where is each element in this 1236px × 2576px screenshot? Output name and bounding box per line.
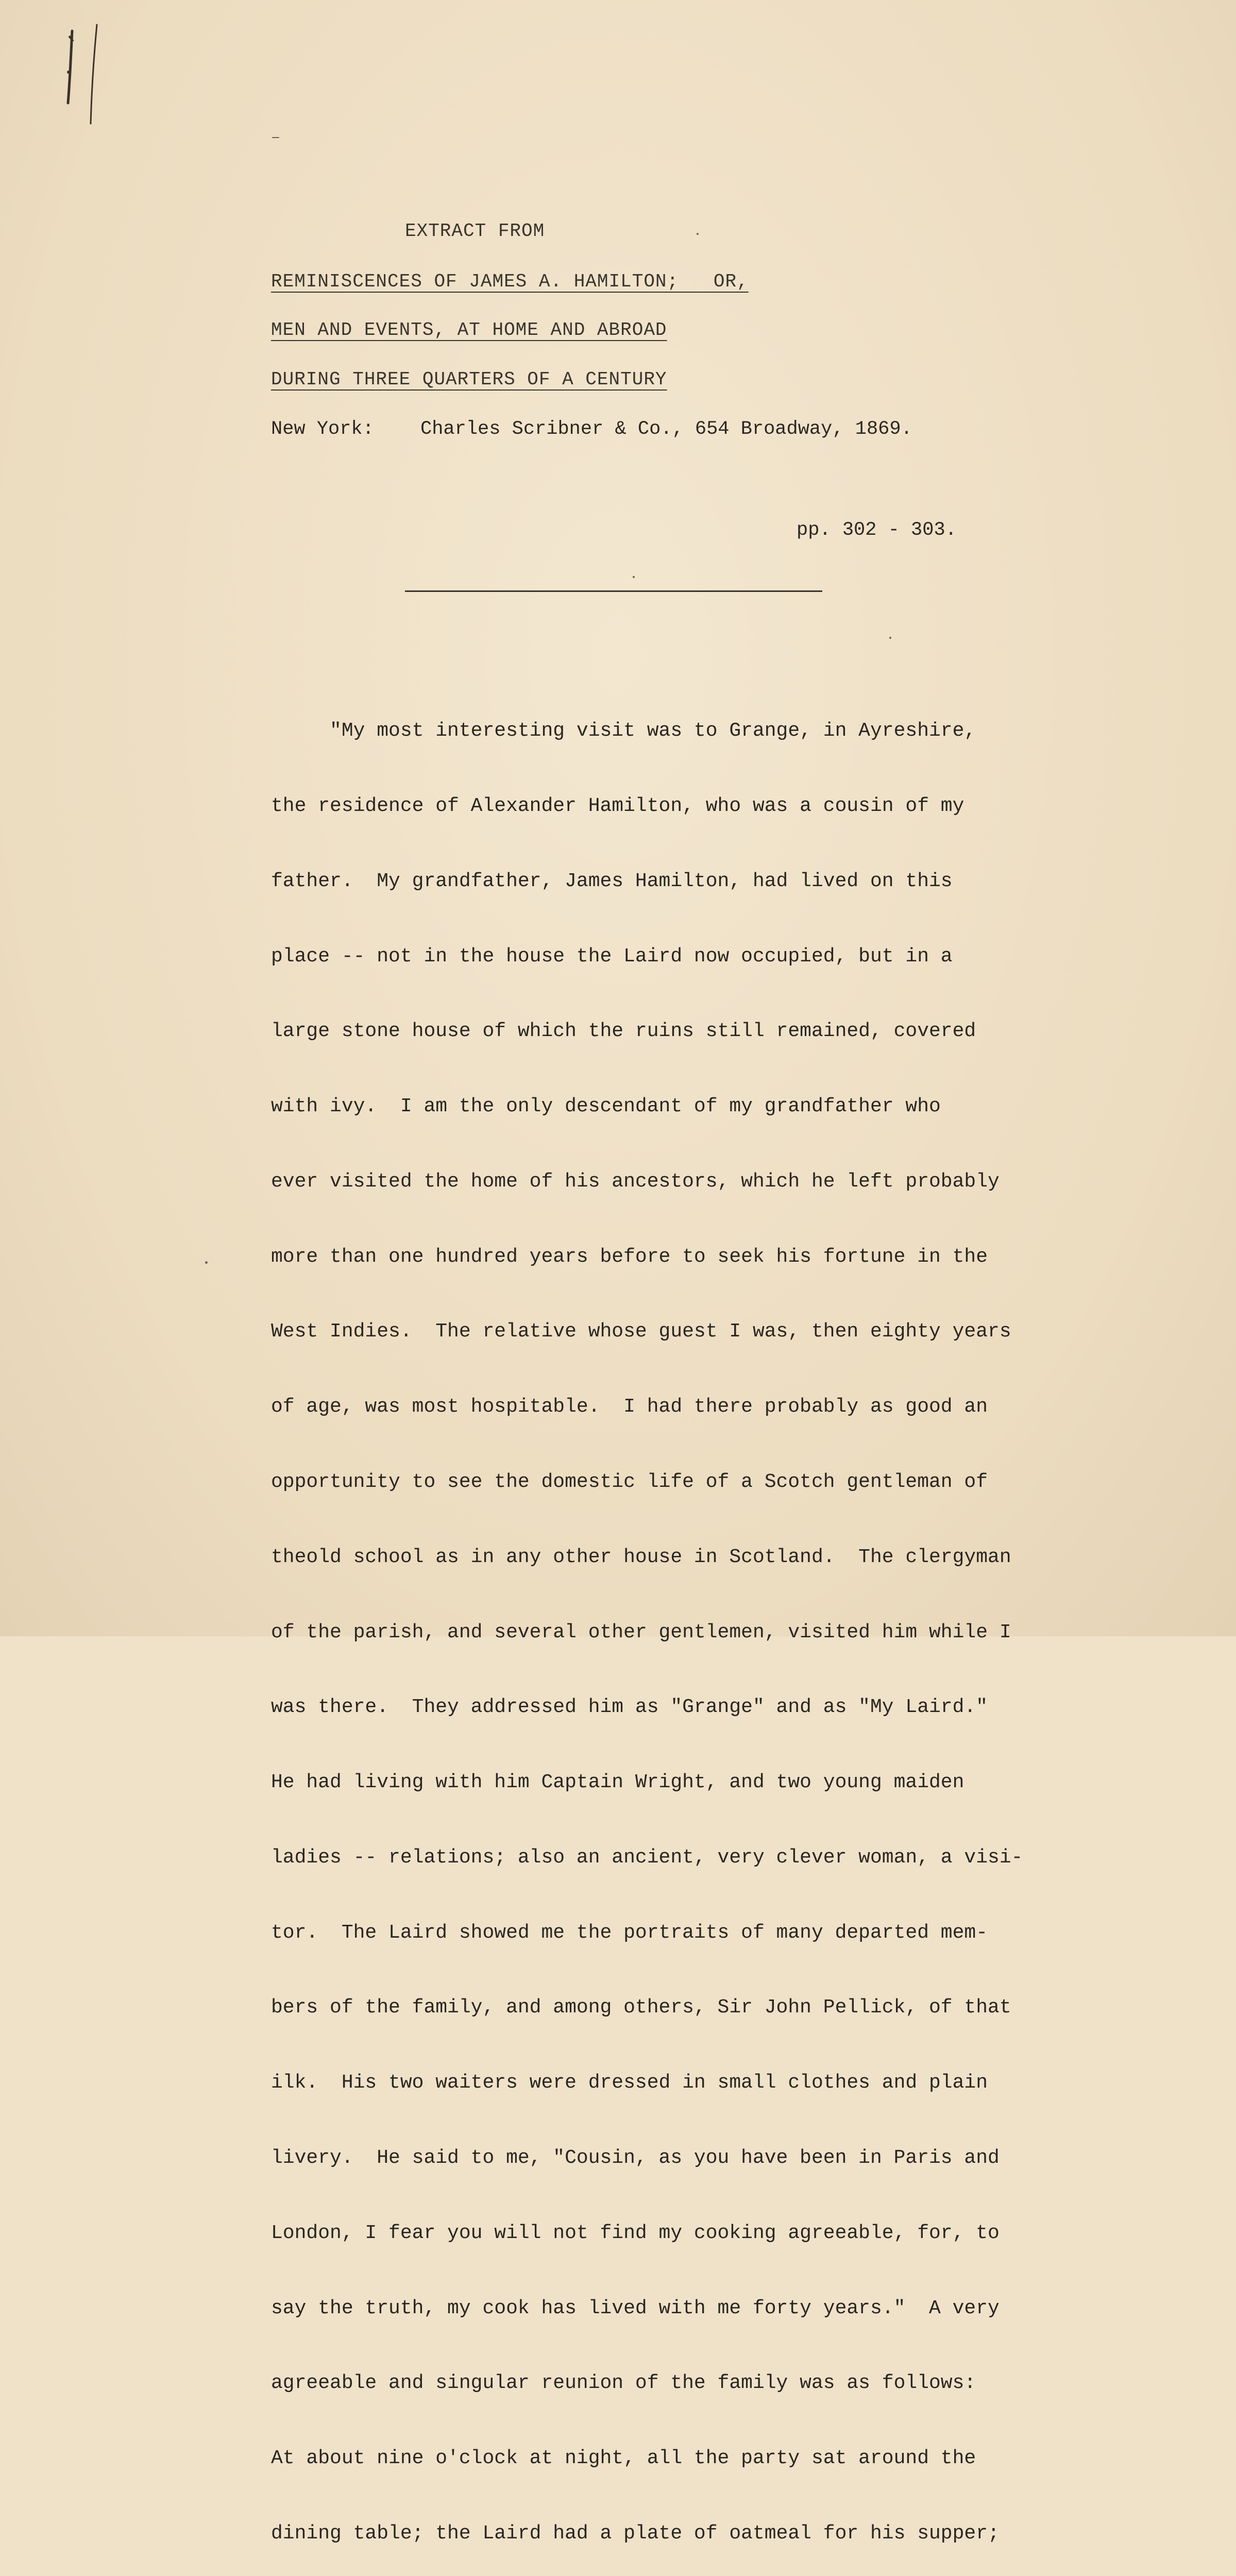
body-line: more than one hundred years before to seek his fortune in the (271, 1245, 988, 1268)
paper-speck (272, 137, 279, 138)
body-line: London, I fear you will not find my cooking agreeable, for, to (271, 2222, 1000, 2244)
body-line: of the parish, and several other gentlemen, visited him while I (271, 1621, 1011, 1643)
paper-speck (633, 576, 635, 578)
body-line: tor. The Laird showed me the portraits of many departed mem- (271, 1921, 988, 1944)
book-title-line-3: DURING THREE QUARTERS OF A CENTURY (271, 369, 667, 390)
body-line: ilk. His two waiters were dressed in small clothes and plain (271, 2072, 988, 2094)
body-line: He had living with him Captain Wright, and two young maiden (271, 1771, 964, 1794)
publication-info (271, 418, 912, 440)
body-line: "My most interesting visit was to Grange, in Ayreshire, (271, 720, 976, 742)
body-line: West Indies. The relative whose guest I was, then eighty years (271, 1320, 1011, 1343)
body-line: opportunity to see the domestic life of a Scotch gentleman of (271, 1471, 988, 1493)
body-line: large stone house of which the ruins still remained, covered (271, 1020, 976, 1043)
body-line: was there. They addressed him as "Grange" and as "My Laird." (271, 1696, 988, 1719)
extract-label: EXTRACT FROM (405, 221, 545, 242)
body-line: theold school as in any other house in Scotland. The clergyman (271, 1546, 1011, 1568)
body-line: say the truth, my cook has lived with me forty years." A very (271, 2297, 1000, 2319)
body-line: agreeable and singular reunion of the family was as follows: (271, 2372, 976, 2395)
book-title-line-1: REMINISCENCES OF JAMES A. HAMILTON; OR, (271, 271, 749, 292)
handwritten-mark-icon (61, 21, 117, 134)
body-line: of age, was most hospitable. I had there probably as good an (271, 1396, 988, 1418)
body-line: with ivy. I am the only descendant of my grandfather who (271, 1095, 941, 1118)
publication-place: New York: (271, 418, 374, 440)
body-line: livery. He said to me, "Cousin, as you have been in Paris and (271, 2147, 1000, 2170)
body-line: dining table; the Laird had a plate of oatmeal for his supper; (271, 2522, 1000, 2545)
paper-speck (205, 1261, 208, 1264)
publisher: Charles Scribner & Co., 654 Broadway, 1869. (420, 418, 912, 440)
body-line: At about nine o'clock at night, all the party sat around the (271, 2447, 976, 2470)
book-title-line-2: MEN AND EVENTS, AT HOME AND ABROAD (271, 319, 667, 341)
body-line: bers of the family, and among others, Sir John Pellick, of that (271, 1996, 1011, 2019)
body-line: ever visited the home of his ancestors, which he left probably (271, 1170, 1000, 1193)
divider-rule (405, 590, 822, 592)
paper-speck (889, 637, 891, 639)
body-line: the residence of Alexander Hamilton, who was a cousin of my (271, 794, 964, 817)
page-range: pp. 302 - 303. (797, 519, 957, 541)
body-line: ladies -- relations; also an ancient, very clever woman, a visi- (271, 1846, 1023, 1869)
extract-body (271, 669, 1106, 2576)
body-line: father. My grandfather, James Hamilton, had lived on this (271, 870, 953, 892)
body-line: place -- not in the house the Laird now occupied, but in a (271, 945, 953, 968)
paper-speck (697, 233, 699, 235)
